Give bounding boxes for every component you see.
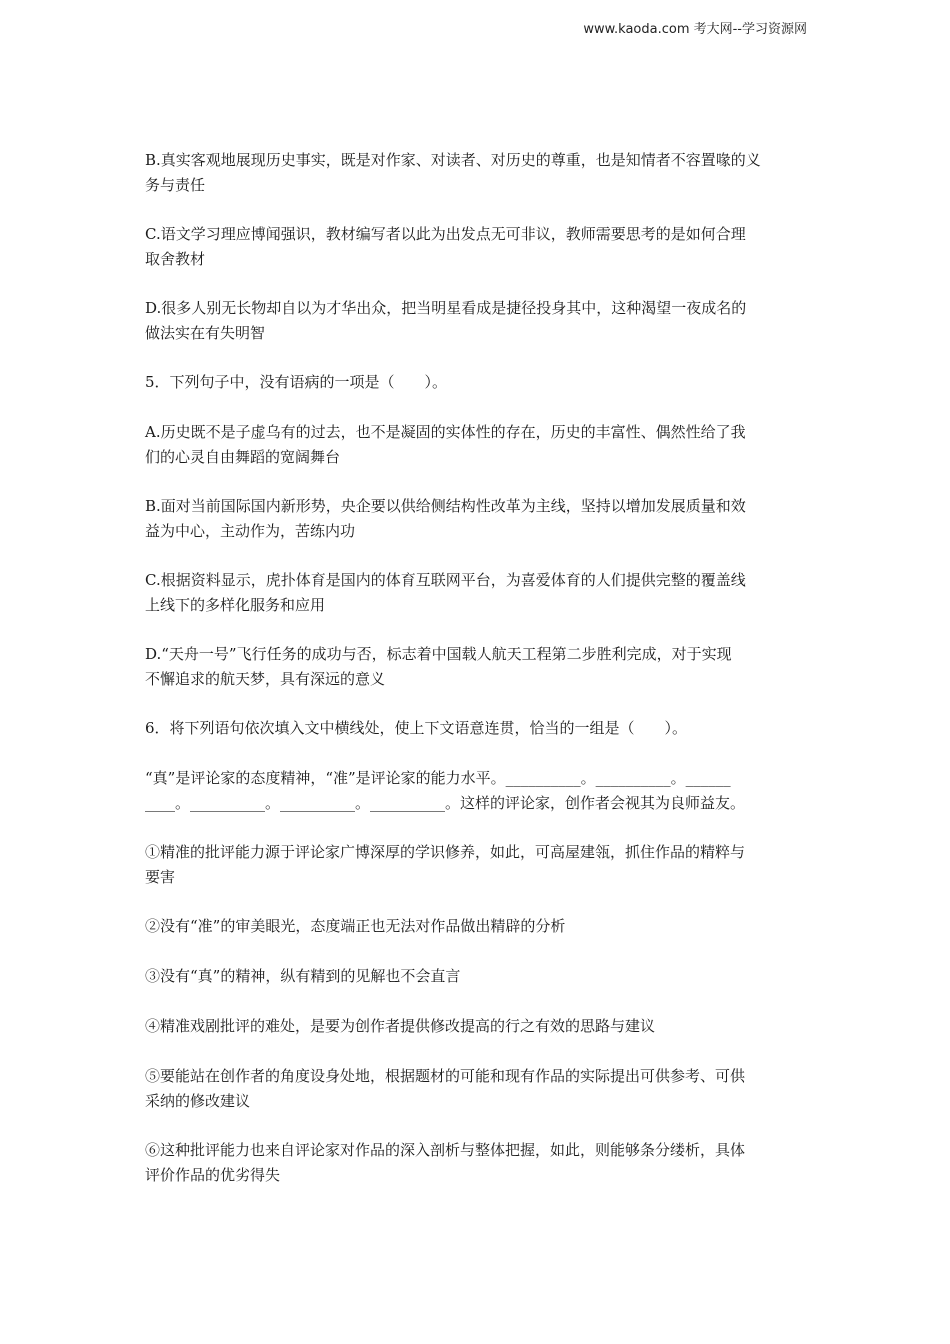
text-line: ④精准戏剧批评的难处，是要为创作者提供修改提高的行之有效的思路与建议 (145, 1017, 656, 1035)
text-line: 5．下列句子中，没有语病的一项是（ ）。 (145, 373, 448, 391)
text-line: 要害 (145, 868, 176, 886)
q5-option-b (145, 494, 809, 544)
q5-option-a (145, 420, 809, 470)
q6-sentence-6 (145, 1138, 809, 1188)
text-line: 评价作品的优劣得失 (145, 1166, 281, 1184)
q4-option-b (145, 148, 809, 198)
q6-sentence-5 (145, 1064, 809, 1114)
text-line: 益为中心，主动作为，苦练内功 (145, 522, 356, 540)
q6-passage (145, 766, 809, 816)
text-line: ⑤要能站在创作者的角度设身处地，根据题材的可能和现有作品的实际提出可供参考、可供 (145, 1067, 746, 1085)
text-line: ①精准的批评能力源于评论家广博深厚的学识修养，如此，可高屋建瓴，抓住作品的精粹与 (145, 843, 746, 861)
q5-option-d (145, 642, 809, 692)
q6-sentence-2 (145, 914, 809, 939)
text-line: “真”是评论家的态度精神，“准”是评论家的能力水平。__________。__________。______ (145, 769, 731, 787)
text-line: 采纳的修改建议 (145, 1092, 251, 1110)
q6-stem (145, 716, 809, 741)
text-line: 上线下的多样化服务和应用 (145, 596, 326, 614)
text-line: C.语文学习理应博闻强识，教材编写者以此为出发点无可非议，教师需要思考的是如何合理 (145, 225, 746, 243)
text-line: D.“天舟一号”飞行任务的成功与否，标志着中国载人航天工程第二步胜利完成，对于实现 (145, 645, 732, 663)
q6-sentence-1 (145, 840, 809, 890)
text-line: B.真实客观地展现历史事实，既是对作家、对读者、对历史的尊重，也是知情者不容置喙的义 (145, 151, 761, 169)
text-line: ⑥这种批评能力也来自评论家对作品的深入剖析与整体把握，如此，则能够条分缕析，具体 (145, 1141, 746, 1159)
text-line: B.面对当前国际国内新形势，央企要以供给侧结构性改革为主线，坚持以增加发展质量和效 (145, 497, 746, 515)
text-line: 做法实在有失明智 (145, 324, 266, 342)
text-line: ③没有“真”的精神，纵有精到的见解也不会直言 (145, 967, 461, 985)
q5-option-c (145, 568, 809, 618)
document-body (145, 148, 809, 1212)
text-line: ②没有“准”的审美眼光，态度端正也无法对作品做出精辟的分析 (145, 917, 566, 935)
text-line: C.根据资料显示，虎扑体育是国内的体育互联网平台，为喜爱体育的人们提供完整的覆盖线 (145, 571, 746, 589)
q6-sentence-4 (145, 1014, 809, 1039)
site-header: www.kaoda.com 考大网--学习资源网 (583, 22, 807, 37)
text-line: 务与责任 (145, 176, 206, 194)
q6-sentence-3 (145, 964, 809, 989)
text-line: 不懈追求的航天梦，具有深远的意义 (145, 670, 386, 688)
text-line: D.很多人别无长物却自以为才华出众，把当明星看成是捷径投身其中，这种渴望一夜成名的 (145, 299, 747, 317)
q4-option-d (145, 296, 809, 346)
q5-stem (145, 370, 809, 395)
text-line: 6．将下列语句依次填入文中横线处，使上下文语意连贯，恰当的一组是（ ）。 (145, 719, 688, 737)
q4-option-c (145, 222, 809, 272)
text-line: ____。__________。__________。__________。这样的评论家，创作者会视其为良师益友。 (145, 794, 746, 812)
text-line: 取舍教材 (145, 250, 206, 268)
text-line: 们的心灵自由舞蹈的宽阔舞台 (145, 448, 341, 466)
text-line: A.历史既不是子虚乌有的过去，也不是凝固的实体性的存在，历史的丰富性、偶然性给了我 (145, 423, 746, 441)
